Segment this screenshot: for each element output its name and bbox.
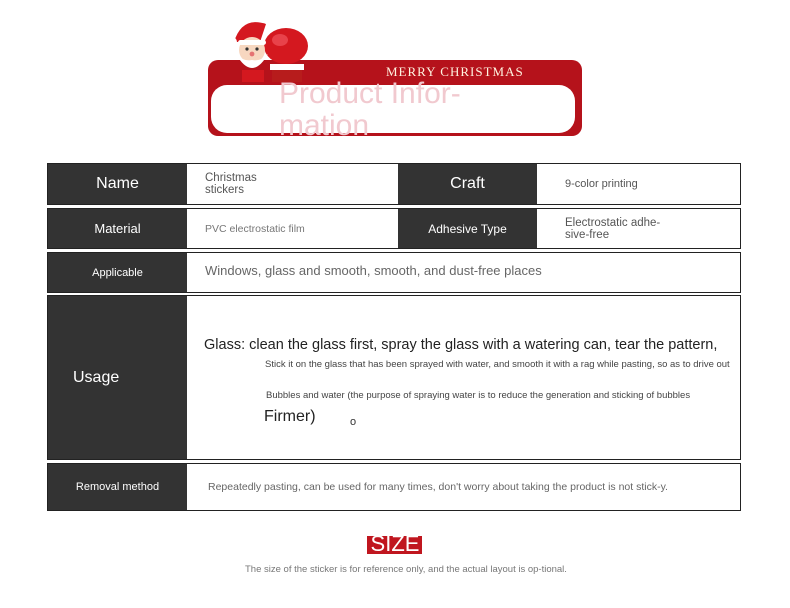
info-row-usage — [47, 295, 741, 460]
merry-christmas-text: MERRY CHRISTMAS — [386, 64, 524, 79]
info-row-applicable — [47, 252, 741, 293]
size-note: The size of the sticker is for reference only, and the actual layout is op-tional. — [245, 564, 567, 575]
info-row-removal — [47, 463, 741, 511]
removal-value: Repeatedly pasting, can be used for many times, don't worry about taking the product is not stick-y. — [208, 481, 668, 493]
info-row-name-craft — [47, 163, 741, 205]
name-label: Name — [48, 164, 187, 204]
size-title: SIZE — [370, 531, 420, 556]
removal-label: Removal method — [48, 464, 187, 510]
material-value: PVC electrostatic film — [205, 222, 305, 235]
usage-line-4: Firmer) — [264, 408, 316, 425]
usage-line-3: Bubbles and water (the purpose of spraying water is to reduce the generation and sticking of bubbles — [266, 390, 691, 401]
usage-line-2: Stick it on the glass that has been sprayed with water, and smooth it with a rag while pasting, so as to drive out — [265, 359, 730, 370]
craft-label: Craft — [398, 164, 537, 204]
adhesive-label: Adhesive Type — [398, 209, 537, 248]
applicable-value: Windows, glass and smooth, smooth, and dust-free places — [205, 263, 542, 278]
page-title: Product Infor-mation — [279, 77, 461, 142]
santa-icon — [220, 12, 312, 84]
usage-mark: o — [350, 416, 357, 428]
usage-label: Usage — [48, 296, 187, 459]
name-value: Christmas stickers — [205, 172, 257, 196]
material-label: Material — [48, 209, 187, 248]
usage-line-1: Glass: clean the glass first, spray the glass with a watering can, tear the pattern, — [204, 337, 718, 353]
applicable-label: Applicable — [48, 253, 187, 292]
craft-value: 9-color printing — [565, 178, 638, 190]
info-row-material-adhesive — [47, 208, 741, 249]
adhesive-value: Electrostatic adhe-sive-free — [565, 216, 661, 241]
